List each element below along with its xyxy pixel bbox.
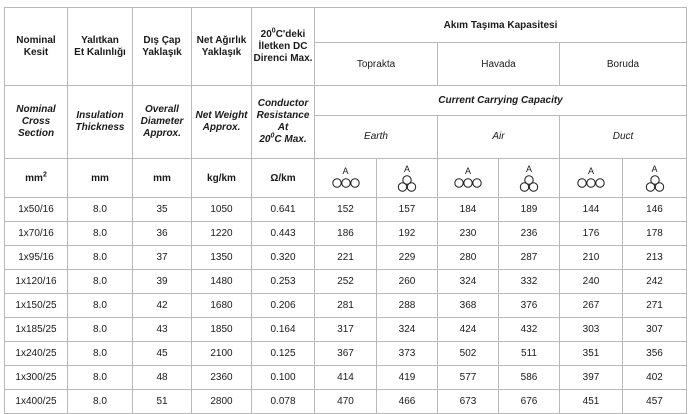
header-insulation-en-line1: Insulation [76, 110, 124, 121]
cell-weight: 2360 [192, 366, 252, 390]
cell-duct-trefoil: 213 [623, 246, 687, 270]
cell-diameter: 37 [133, 246, 192, 270]
resistance-en-temp: 20 [259, 134, 271, 145]
cell-section: 1x185/25 [5, 318, 68, 342]
table-row [5, 222, 687, 246]
arrangement-label: A [587, 166, 594, 176]
cell-diameter: 48 [133, 366, 192, 390]
header-diameter-en-line3: Approx. [143, 128, 181, 139]
unit-resistance: Ω/km [252, 159, 315, 198]
cell-earth-trefoil: 466 [377, 390, 438, 414]
header-nominal-en-line1: Nominal [16, 104, 56, 115]
cell-resistance: 0.125 [252, 342, 315, 366]
arrangement-label: A [342, 166, 349, 176]
flat-three-circles-icon [438, 177, 498, 189]
flat-three-circles-icon [560, 177, 622, 189]
resistance-tr-degree: 0 [271, 27, 276, 35]
cell-air-trefoil: 511 [499, 342, 560, 366]
header-resistance-en-line3 [252, 134, 314, 146]
cell-earth-trefoil: 324 [377, 318, 438, 342]
table-row [5, 270, 687, 294]
unit-section-base: mm [25, 172, 43, 184]
cell-resistance: 0.206 [252, 294, 315, 318]
resistance-en-unit: C Max. [274, 134, 307, 145]
cell-resistance: 0.164 [252, 318, 315, 342]
header-insulation-tr-line1: Yalıtkan [81, 34, 119, 46]
cell-air-flat: 230 [438, 222, 499, 246]
cell-earth-flat: 152 [315, 198, 377, 222]
cell-resistance: 0.641 [252, 198, 315, 222]
header-diameter-en [133, 86, 192, 159]
table-row [5, 342, 687, 366]
trefoil-three-circles-icon [623, 175, 686, 192]
cell-diameter: 42 [133, 294, 192, 318]
flat-three-circles-icon [315, 177, 376, 189]
cell-duct-trefoil: 146 [623, 198, 687, 222]
cell-duct-trefoil: 178 [623, 222, 687, 246]
table-row [5, 390, 687, 414]
trefoil-three-circles-icon [377, 175, 437, 192]
cell-thickness: 8.0 [68, 270, 133, 294]
header-resistance-tr-line2: İletken DC [258, 40, 308, 52]
cell-duct-trefoil: 307 [623, 318, 687, 342]
arrangement-duct-trefoil [623, 159, 687, 198]
cell-air-trefoil: 287 [499, 246, 560, 270]
cell-duct-flat: 267 [560, 294, 623, 318]
cell-thickness: 8.0 [68, 294, 133, 318]
cell-weight: 1480 [192, 270, 252, 294]
arrangement-earth-flat [315, 159, 377, 198]
cell-earth-trefoil: 260 [377, 270, 438, 294]
header-capacity-en: Current Carrying Capacity [315, 86, 687, 116]
header-resistance-tr [252, 8, 315, 86]
cell-duct-flat: 303 [560, 318, 623, 342]
cell-weight: 1050 [192, 198, 252, 222]
cell-air-trefoil: 586 [499, 366, 560, 390]
cell-diameter: 43 [133, 318, 192, 342]
cell-weight: 2800 [192, 390, 252, 414]
cell-duct-trefoil: 402 [623, 366, 687, 390]
cell-thickness: 8.0 [68, 318, 133, 342]
arrangement-label: A [464, 166, 471, 176]
cell-earth-flat: 414 [315, 366, 377, 390]
header-nominal-en [5, 86, 68, 159]
cell-earth-flat: 252 [315, 270, 377, 294]
unit-weight: kg/km [192, 159, 252, 198]
cell-air-flat: 673 [438, 390, 499, 414]
cell-air-trefoil: 189 [499, 198, 560, 222]
cell-air-flat: 577 [438, 366, 499, 390]
cell-air-trefoil: 332 [499, 270, 560, 294]
cell-section: 1x150/25 [5, 294, 68, 318]
cell-air-trefoil: 676 [499, 390, 560, 414]
cell-weight: 1680 [192, 294, 252, 318]
arrangement-air-flat [438, 159, 499, 198]
header-diameter-tr [133, 8, 192, 86]
cell-air-trefoil: 432 [499, 318, 560, 342]
cell-resistance: 0.100 [252, 366, 315, 390]
cell-duct-trefoil: 242 [623, 270, 687, 294]
cell-thickness: 8.0 [68, 366, 133, 390]
cell-section: 1x95/16 [5, 246, 68, 270]
cell-duct-flat: 210 [560, 246, 623, 270]
cell-resistance: 0.320 [252, 246, 315, 270]
cell-diameter: 51 [133, 390, 192, 414]
cell-section: 1x50/16 [5, 198, 68, 222]
unit-diameter: mm [133, 159, 192, 198]
cell-section: 1x70/16 [5, 222, 68, 246]
header-resistance-en-line1: Conductor [257, 98, 309, 109]
header-resistance-en [252, 86, 315, 159]
cell-duct-flat: 351 [560, 342, 623, 366]
resistance-tr-temp: 20 [260, 28, 272, 40]
cell-earth-trefoil: 157 [377, 198, 438, 222]
cell-section: 1x400/25 [5, 390, 68, 414]
cell-earth-flat: 186 [315, 222, 377, 246]
table-row [5, 366, 687, 390]
trefoil-three-circles-icon [499, 175, 559, 192]
cell-duct-flat: 397 [560, 366, 623, 390]
cell-resistance: 0.253 [252, 270, 315, 294]
cell-weight: 1220 [192, 222, 252, 246]
arrangement-label: A [525, 163, 532, 174]
cell-earth-trefoil: 419 [377, 366, 438, 390]
cell-duct-trefoil: 457 [623, 390, 687, 414]
header-nominal-tr-line1: Nominal [16, 34, 56, 46]
cell-earth-trefoil: 373 [377, 342, 438, 366]
cell-thickness: 8.0 [68, 222, 133, 246]
header-diameter-en-line2: Diameter [140, 116, 184, 127]
cell-duct-flat: 144 [560, 198, 623, 222]
cell-air-flat: 502 [438, 342, 499, 366]
header-air-tr: Havada [438, 43, 560, 86]
cell-air-trefoil: 376 [499, 294, 560, 318]
cell-earth-flat: 281 [315, 294, 377, 318]
cell-diameter: 35 [133, 198, 192, 222]
table-row [5, 294, 687, 318]
cell-earth-trefoil: 192 [377, 222, 438, 246]
cell-section: 1x240/25 [5, 342, 68, 366]
header-weight-en-line2: Approx. [202, 122, 241, 133]
cell-air-flat: 324 [438, 270, 499, 294]
cell-duct-trefoil: 271 [623, 294, 687, 318]
header-resistance-tr-line1 [252, 29, 314, 41]
cell-thickness: 8.0 [68, 246, 133, 270]
cell-earth-trefoil: 288 [377, 294, 438, 318]
header-air-en: Air [438, 116, 560, 159]
resistance-en-degree: 0 [270, 132, 275, 140]
cell-weight: 1850 [192, 318, 252, 342]
header-insulation-en-line2: Thickness [75, 122, 125, 133]
cell-diameter: 45 [133, 342, 192, 366]
header-capacity-tr: Akım Taşıma Kapasitesi [315, 8, 687, 43]
cell-thickness: 8.0 [68, 198, 133, 222]
cell-earth-flat: 367 [315, 342, 377, 366]
header-diameter-tr-line1: Dış Çap [143, 34, 181, 46]
cell-air-flat: 368 [438, 294, 499, 318]
unit-thickness: mm [68, 159, 133, 198]
cell-weight: 2100 [192, 342, 252, 366]
header-weight-tr-line2: Yaklaşık [201, 46, 242, 58]
header-resistance-tr-line3: Direnci Max. [253, 52, 313, 64]
header-diameter-tr-line2: Yaklaşık [142, 46, 182, 58]
header-weight-en-line1: Net Weight [195, 110, 248, 121]
header-duct-tr: Boruda [560, 43, 687, 86]
cell-section: 1x120/16 [5, 270, 68, 294]
cell-duct-flat: 240 [560, 270, 623, 294]
cell-thickness: 8.0 [68, 342, 133, 366]
header-weight-en [192, 86, 252, 159]
header-earth-en: Earth [315, 116, 438, 159]
cable-spec-table [4, 7, 687, 414]
cell-diameter: 39 [133, 270, 192, 294]
table-row [5, 198, 687, 222]
cell-air-trefoil: 236 [499, 222, 560, 246]
cell-thickness: 8.0 [68, 390, 133, 414]
header-nominal-tr [5, 8, 68, 86]
cell-resistance: 0.078 [252, 390, 315, 414]
cell-section: 1x300/25 [5, 366, 68, 390]
arrangement-label: A [403, 163, 410, 174]
arrangement-duct-flat [560, 159, 623, 198]
cell-air-flat: 184 [438, 198, 499, 222]
cell-weight: 1350 [192, 246, 252, 270]
header-nominal-tr-line2: Kesit [23, 46, 49, 58]
table-row [5, 246, 687, 270]
header-insulation-en [68, 86, 133, 159]
data-rows [5, 198, 687, 414]
cell-duct-flat: 176 [560, 222, 623, 246]
cell-diameter: 36 [133, 222, 192, 246]
header-insulation-tr-line2: Et Kalınlığı [74, 46, 126, 58]
arrangement-earth-trefoil [377, 159, 438, 198]
cell-earth-flat: 470 [315, 390, 377, 414]
cell-earth-flat: 317 [315, 318, 377, 342]
header-resistance-en-line2: Resistance At [256, 110, 310, 133]
header-earth-tr: Toprakta [315, 43, 438, 86]
unit-section [5, 159, 68, 198]
header-duct-en: Duct [560, 116, 687, 159]
header-nominal-en-line2: Cross Section [17, 116, 55, 139]
cell-resistance: 0.443 [252, 222, 315, 246]
cell-earth-trefoil: 229 [377, 246, 438, 270]
header-insulation-tr [68, 8, 133, 86]
unit-section-sup: 2 [42, 171, 47, 179]
header-weight-tr-line1: Net Ağırlık [196, 34, 247, 46]
header-diameter-en-line1: Overall [145, 104, 179, 115]
arrangement-air-trefoil [499, 159, 560, 198]
cell-duct-trefoil: 356 [623, 342, 687, 366]
cell-air-flat: 424 [438, 318, 499, 342]
cell-duct-flat: 451 [560, 390, 623, 414]
header-weight-tr [192, 8, 252, 86]
table-row [5, 318, 687, 342]
cell-air-flat: 280 [438, 246, 499, 270]
resistance-tr-unit: C'deki [275, 28, 306, 40]
cell-earth-flat: 221 [315, 246, 377, 270]
arrangement-label: A [651, 163, 658, 174]
